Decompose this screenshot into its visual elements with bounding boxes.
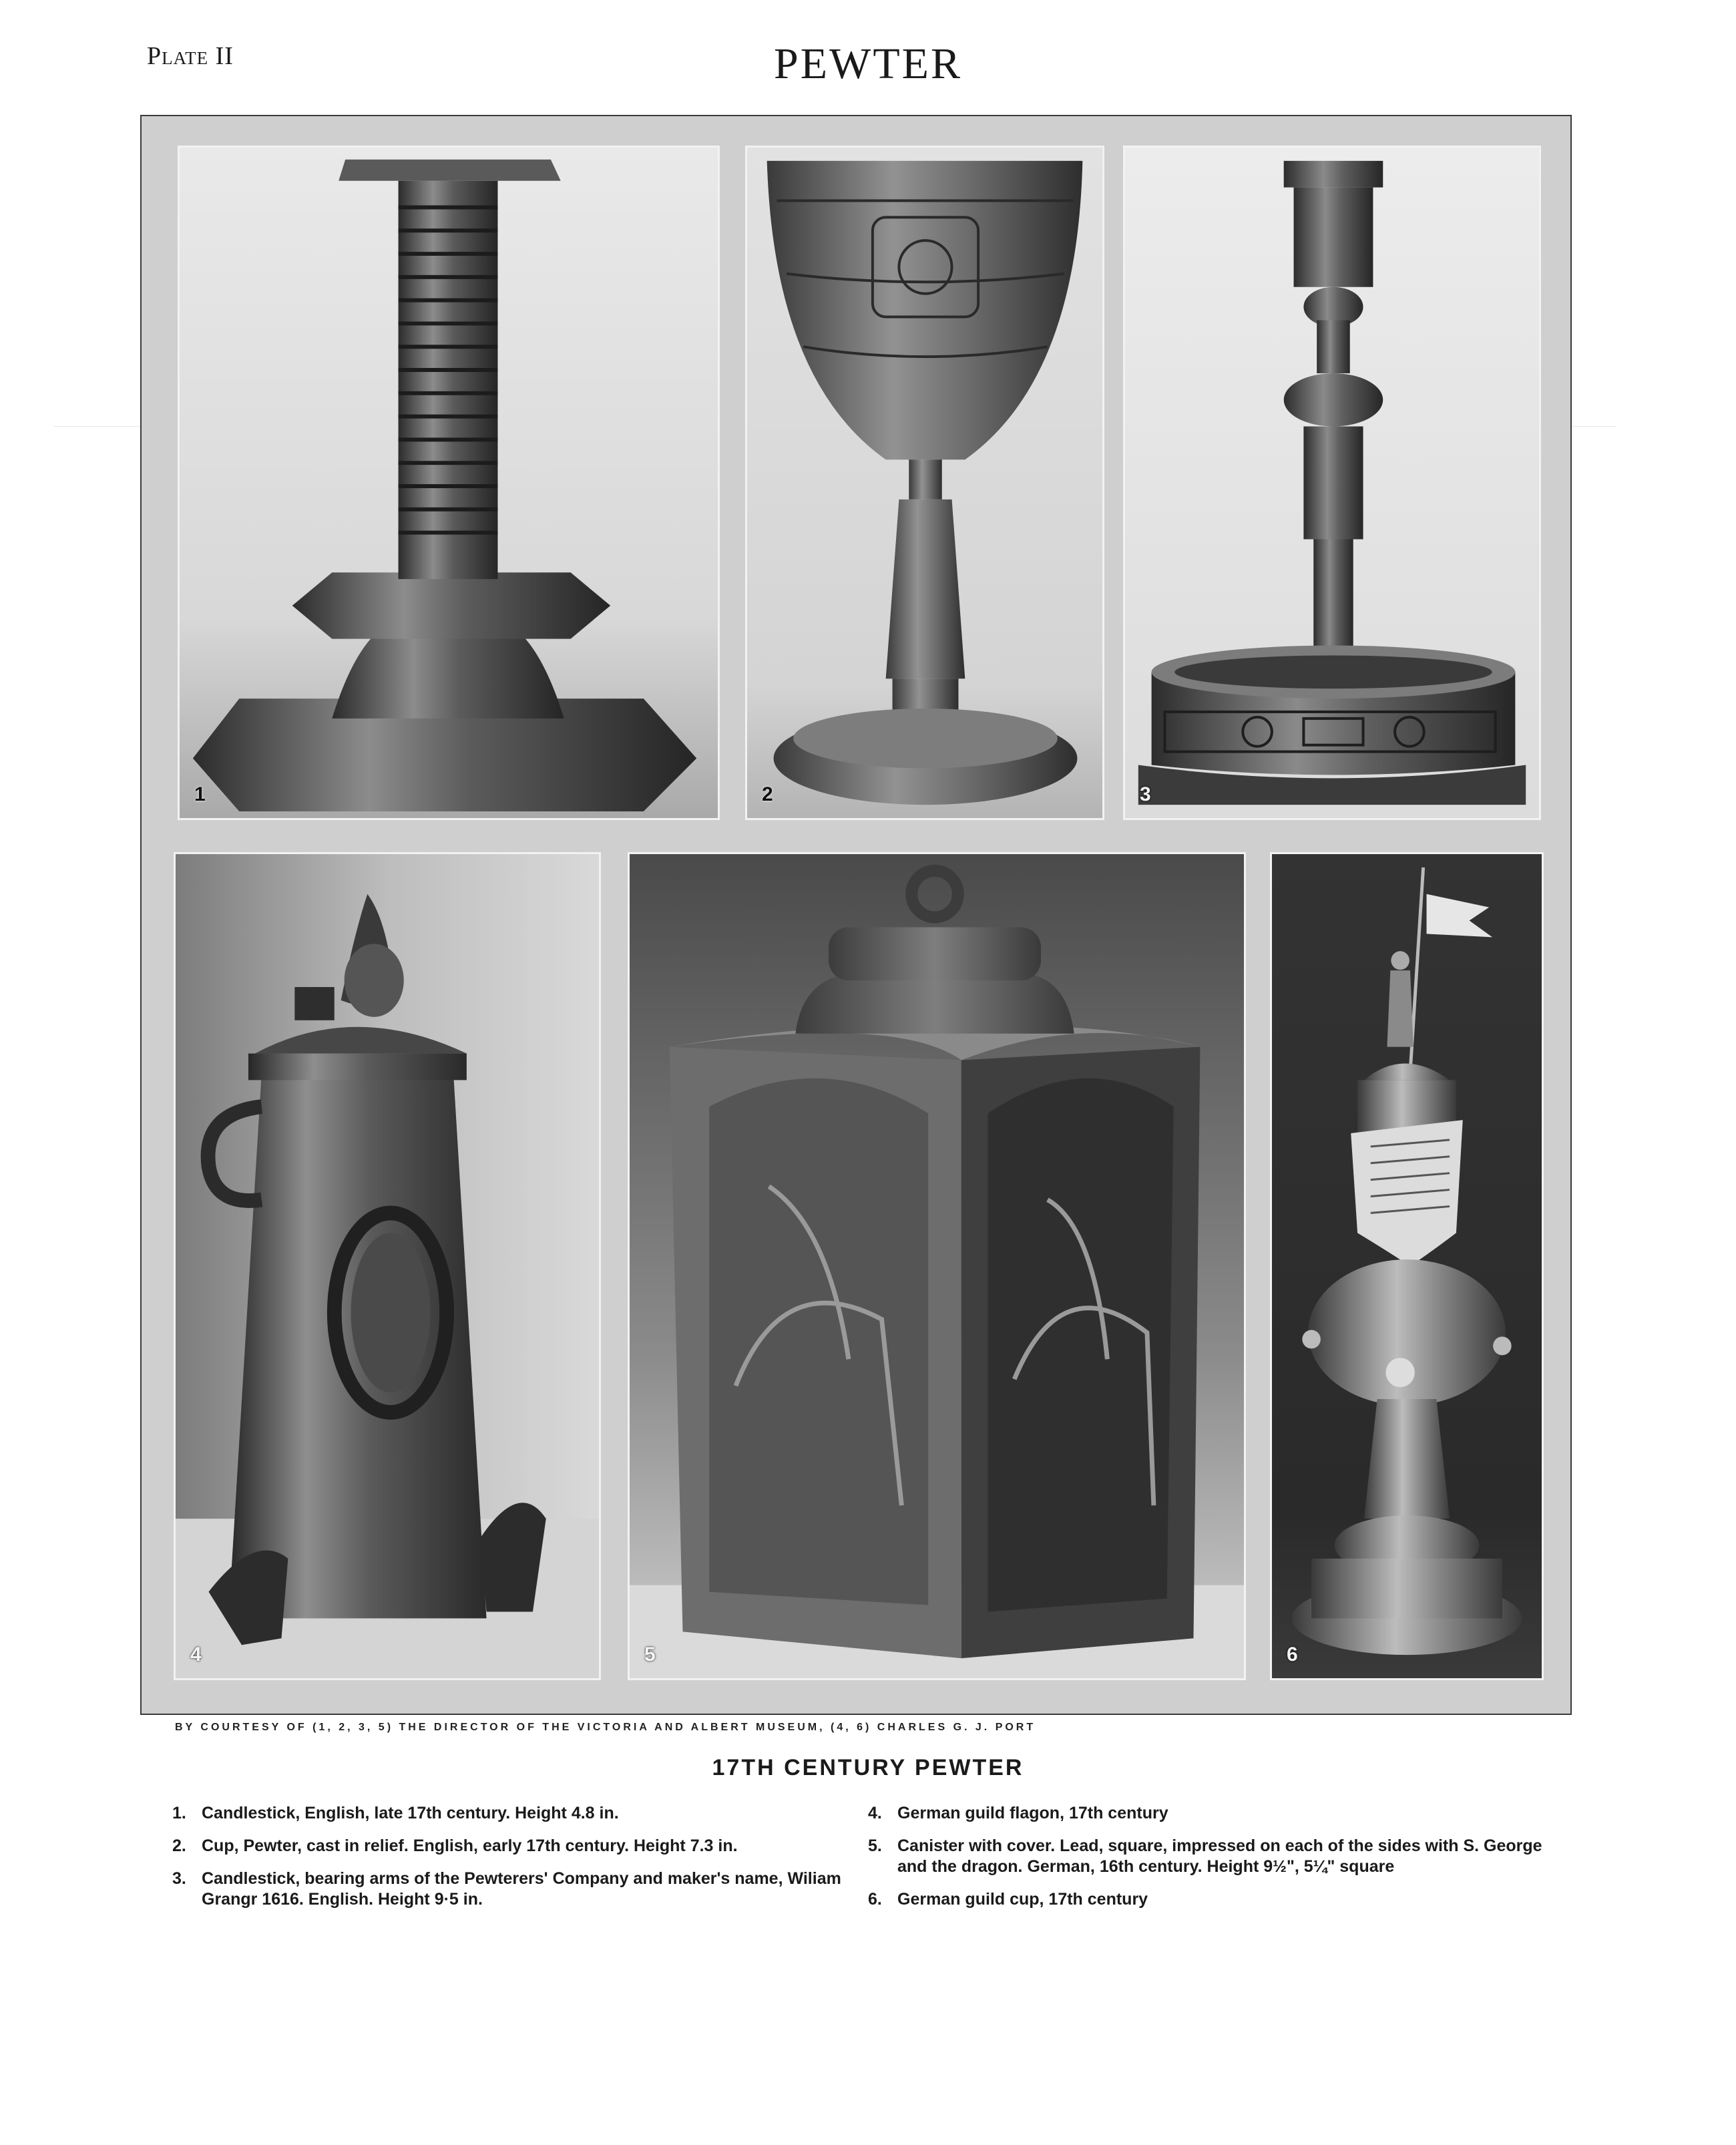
photo-canister-st-george: [628, 852, 1246, 1680]
caption-item: [172, 1869, 867, 1910]
caption-item: [868, 1803, 1562, 1824]
caption-item: [172, 1803, 867, 1824]
captions-left-column: [172, 1803, 867, 1922]
figure-number-6: 6: [1287, 1643, 1298, 1666]
photo-guild-flagon: [174, 852, 601, 1680]
caption-text: German guild flagon, 17th century: [897, 1804, 1168, 1822]
caption-text: Cup, Pewter, cast in relief. English, early 17th century. Height 7.3 in.: [202, 1836, 738, 1855]
figure-number-3: 3: [1140, 783, 1151, 805]
figure-number-5: 5: [644, 1643, 656, 1666]
caption-item: [172, 1836, 867, 1857]
plate-subtitle: 17TH CENTURY PEWTER: [712, 1755, 1024, 1780]
captions-right-column: [868, 1803, 1562, 1922]
photo-candlestick-english: [178, 146, 720, 820]
figure-number-4: 4: [190, 1643, 202, 1666]
caption-item: [868, 1836, 1562, 1877]
caption-number: 6.: [868, 1890, 882, 1909]
caption-text: Candlestick, bearing arms of the Pewterers' Company and maker's name, Wiliam Grangr 1616. English. Height 9·5 in.: [202, 1869, 841, 1909]
caption-item: [868, 1889, 1562, 1910]
photo-credit: BY COURTESY OF (1, 2, 3, 5) THE DIRECTOR OF THE VICTORIA AND ALBERT MUSEUM, (4, 6) CHARLES G. J. PORT: [175, 1722, 1036, 1733]
caption-number: 5.: [868, 1836, 882, 1855]
caption-number: 1.: [172, 1804, 186, 1822]
photo-cup-relief: [745, 146, 1104, 820]
caption-text: Candlestick, English, late 17th century. Height 4.8 in.: [202, 1804, 619, 1822]
plate-label: Plate II: [147, 42, 234, 70]
figure-number-1: 1: [194, 783, 206, 805]
page-title: PEWTER: [774, 39, 962, 88]
caption-text: German guild cup, 17th century: [897, 1890, 1148, 1909]
caption-text: Canister with cover. Lead, square, impressed on each of the sides with S. George and the dragon. German, 16th century. Height 9½", 5¼" square: [897, 1836, 1542, 1876]
photo-plate-frame: [140, 115, 1572, 1715]
caption-number: 4.: [868, 1804, 882, 1822]
caption-number: 3.: [172, 1869, 186, 1888]
photo-candlestick-pewterers: [1123, 146, 1541, 820]
figure-number-2: 2: [762, 783, 773, 805]
caption-number: 2.: [172, 1836, 186, 1855]
photo-guild-cup: [1270, 852, 1544, 1680]
